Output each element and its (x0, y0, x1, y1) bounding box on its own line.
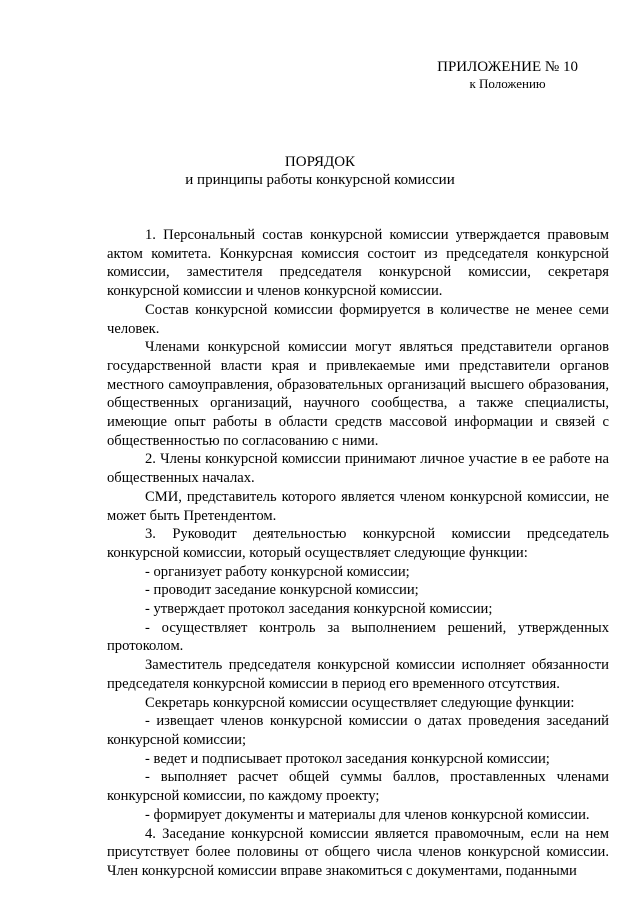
paragraph: Состав конкурсной комиссии формируется в количестве не менее семи человек. (107, 301, 609, 337)
paragraph: - проводит заседание конкурсной комиссии; (145, 582, 419, 599)
paragraph: Членами конкурсной комиссии могут являться представители органов государственной власти края и привлекаемые ими представители органов местного самоуправления, образовательных организаций высшего образования, общественных организаций, научного сообщества, а также специалисты, имеющие опыт работы в области средств массовой информации и связей с общественностью по согласованию с ними. (107, 339, 609, 449)
appendix-header (437, 58, 578, 92)
title-line-1: ПОРЯДОК (284, 154, 356, 170)
title-line-2: и принципы работы конкурсной комиссии (185, 172, 455, 188)
paragraph: - утверждает протокол заседания конкурсной комиссии; (145, 601, 493, 618)
appendix-label: ПРИЛОЖЕНИЕ № 10 (437, 59, 578, 75)
paragraph: 4. Заседание конкурсной комиссии является правомочным, если на нем присутствует более половины от общего числа членов конкурсной комиссии. Член конкурсной комиссии вправе знакомиться с документами, поданными (107, 825, 609, 879)
paragraph: 1. Персональный состав конкурсной комиссии утверждается правовым актом комитета. Конкурсная комиссия состоит из председателя конкурсной комиссии, заместителя председателя конкурсной комиссии, секретаря конкурсной комиссии и членов конкурсной комиссии. (107, 227, 609, 300)
document-body (107, 226, 609, 881)
paragraph: - организует работу конкурсной комиссии; (145, 563, 410, 580)
paragraph: - ведет и подписывает протокол заседания конкурсной комиссии; (145, 750, 550, 767)
paragraph: - извещает членов конкурсной комиссии о датах проведения заседаний конкурсной комиссии; (107, 713, 609, 748)
paragraph: - формирует документы и материалы для членов конкурсной комиссии. (145, 806, 590, 823)
paragraph: Заместитель председателя конкурсной комиссии исполняет обязанности председателя конкурсной комиссии в период его временного отсутствия. (107, 657, 609, 692)
document-title (0, 153, 640, 189)
paragraph: 2. Члены конкурсной комиссии принимают личное участие в ее работе на общественных началах. (107, 451, 609, 487)
paragraph: - выполняет расчет общей суммы баллов, проставленных членами конкурсной комиссии, по каждому проекту; (107, 769, 609, 805)
paragraph: - осуществляет контроль за выполнением решений, утвержденных протоколом. (107, 619, 609, 655)
paragraph: 3. Руководит деятельностью конкурсной комиссии председатель конкурсной комиссии, который осуществляет следующие функции: (107, 526, 609, 561)
paragraph: Секретарь конкурсной комиссии осуществляет следующие функции: (145, 694, 575, 711)
appendix-subtitle: к Положению (469, 76, 546, 91)
paragraph: СМИ, представитель которого является членом конкурсной комиссии, не может быть Претендентом. (107, 488, 609, 524)
